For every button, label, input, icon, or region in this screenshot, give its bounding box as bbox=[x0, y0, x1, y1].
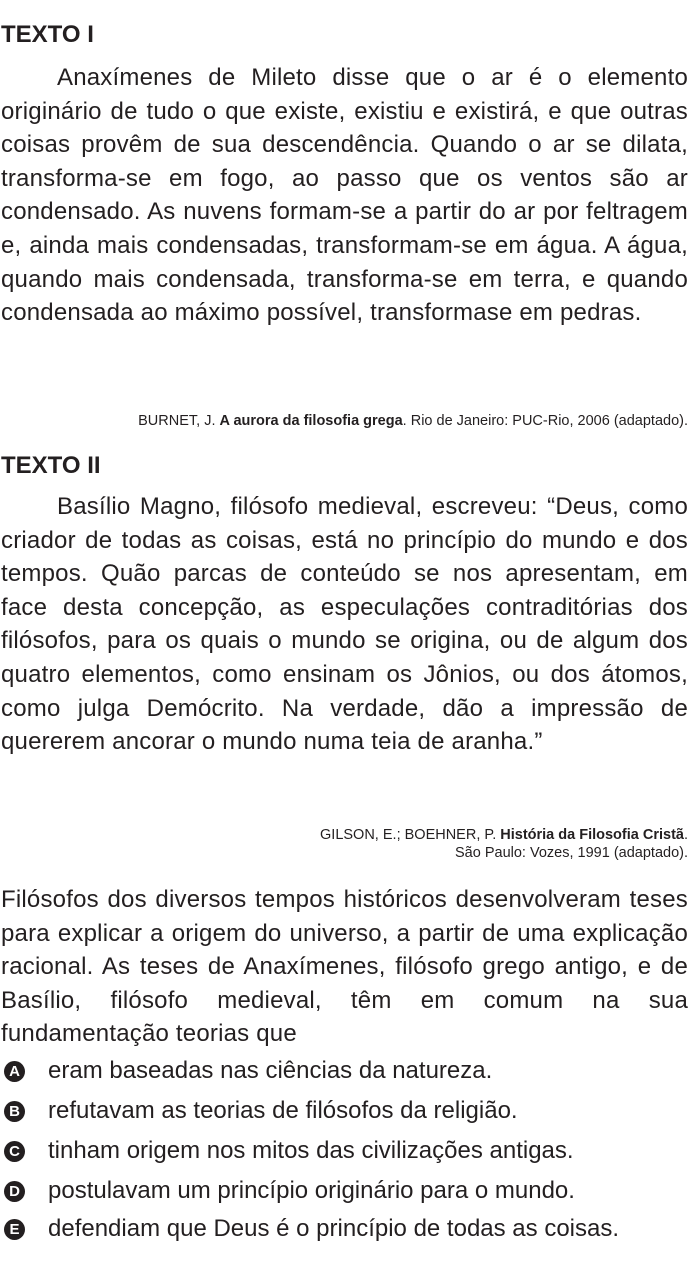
source-author: GILSON, E.; BOEHNER, P. bbox=[320, 827, 501, 843]
option-b-text: refutavam as teorias de filósofos da religião. bbox=[48, 1097, 518, 1124]
option-d-letter-icon: D bbox=[4, 1181, 25, 1202]
texto-2-heading: TEXTO II bbox=[1, 452, 101, 479]
option-a-text: eram baseadas nas ciências da natureza. bbox=[48, 1057, 493, 1084]
option-d[interactable] bbox=[0, 1173, 700, 1213]
texto-2-source bbox=[8, 826, 688, 862]
source-title: História da Filosofia Cristã bbox=[500, 827, 684, 843]
option-a[interactable] bbox=[0, 1053, 700, 1093]
option-c-letter-icon: C bbox=[4, 1141, 25, 1162]
option-e-letter-icon: E bbox=[4, 1219, 25, 1240]
source-details: São Paulo: Vozes, 1991 (adaptado). bbox=[455, 845, 688, 861]
option-d-text: postulavam um princípio originário para o mundo. bbox=[48, 1177, 575, 1204]
option-b-letter-icon: B bbox=[4, 1101, 25, 1122]
question-stem: Filósofos dos diversos tempos históricos desenvolveram teses para explicar a origem do universo, a partir de uma explicação racional. As teses de Anaxímenes, filósofo grego antigo, e de Basílio, filósofo medieval, têm em comum na sua fundamentação teorias que bbox=[1, 886, 688, 1048]
option-c[interactable] bbox=[0, 1133, 700, 1173]
texto-1-heading: TEXTO I bbox=[1, 21, 94, 48]
source-author: BURNET, J. bbox=[138, 413, 220, 429]
option-c-text: tinham origem nos mitos das civilizações antigas. bbox=[48, 1137, 574, 1164]
texto-1-body: Anaxímenes de Mileto disse que o ar é o elemento originário de tudo o que existe, existiu e existirá, e que outras coisas provêm de sua descendência. Quando o ar se dilata, transforma-se em fogo, ao passo que os ventos são ar condensado. As nuvens formam-se a partir do ar por feltragem e, ainda mais condensadas, transformam-se em água. A água, quando mais condensada, transforma-se em terra, e quando condensada ao máximo possível, transformase em pedras. bbox=[1, 64, 688, 327]
source-details: . Rio de Janeiro: PUC-Rio, 2006 (adaptado). bbox=[402, 413, 688, 429]
texto-1-source bbox=[8, 412, 688, 430]
source-title: A aurora da filosofia grega bbox=[219, 413, 403, 429]
option-e-text: defendiam que Deus é o princípio de todas as coisas. bbox=[48, 1215, 620, 1242]
option-a-letter-icon: A bbox=[4, 1061, 25, 1082]
texto-2-body: Basílio Magno, filósofo medieval, escreveu: “Deus, como criador de todas as coisas, está no princípio do mundo e dos tempos. Quão parcas de conteúdo se nos apresentam, em face desta concepção, as especulações contraditórias dos filósofos, para os quais o mundo se origina, ou de algum dos quatro elementos, como ensinam os Jônios, ou dos átomos, como julga Demócrito. Na verdade, dão a impressão de quererem ancorar o mundo numa teia de aranha.” bbox=[1, 493, 688, 756]
source-punct: . bbox=[683, 827, 688, 843]
option-b[interactable] bbox=[0, 1093, 700, 1133]
option-e[interactable] bbox=[0, 1211, 700, 1251]
